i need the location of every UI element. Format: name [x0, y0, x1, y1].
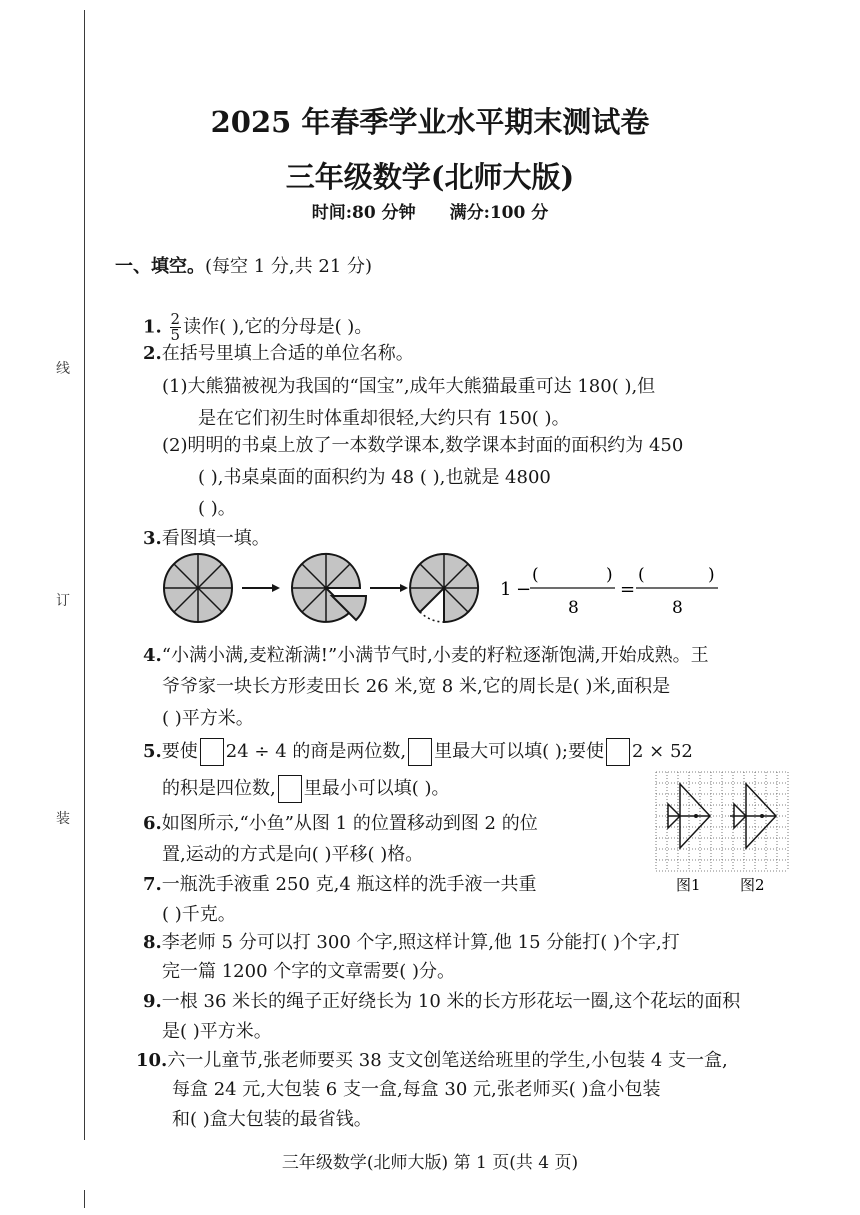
question-9 — [143, 993, 740, 1011]
question-number: 4. — [143, 645, 162, 666]
question-number: 7. — [143, 874, 162, 895]
question-10-line-2: 每盒 24 元,大包装 6 支一盒,每盒 30 元,张老师买( )盒小包装 — [172, 1079, 661, 1100]
arrow-head-icon — [400, 584, 408, 592]
question-text: 六一儿童节,张老师要买 38 支文创笔送给班里的学生,小包装 4 支一盒, — [167, 1050, 728, 1071]
question-5-line-2 — [162, 775, 450, 803]
question-2-part-2-line-3: ( )。 — [198, 498, 236, 519]
question-1 — [143, 312, 372, 343]
question-text: 一瓶洗手液重 250 克,4 瓶这样的洗手液一共重 — [161, 874, 537, 895]
figure-label-1: 图1 — [676, 876, 701, 894]
question-2-part-1-line-2: 是在它们初生时体重却很轻,大约只有 150( )。 — [198, 408, 570, 429]
fraction-circles-figure — [150, 550, 750, 636]
question-4-line-3: ( )平方米。 — [162, 708, 254, 729]
section-note: (每空 1 分,共 21 分) — [205, 256, 373, 277]
exam-time: 时间:80 分钟 — [311, 203, 416, 223]
question-2-part-2-line-1: (2)明明的书桌上放了一本数学课本,数学课本封面的面积约为 450 — [162, 435, 684, 456]
question-text: 李老师 5 分可以打 300 个字,照这样计算,他 15 分能打( )个字,打 — [161, 932, 680, 953]
question-3 — [143, 530, 270, 548]
question-7 — [143, 876, 537, 894]
question-number: 6. — [143, 813, 162, 834]
question-text: 如图所示,“小鱼”从图 1 的位置移动到图 2 的位 — [161, 813, 538, 834]
circle-full — [164, 554, 232, 622]
exam-title: 2025 年春季学业水平期末测试卷 — [210, 105, 650, 139]
fraction-numerator: 2 — [170, 310, 181, 328]
question-number: 8. — [143, 932, 162, 953]
question-7-line-2: ( )千克。 — [162, 904, 236, 925]
equation-minus: − — [516, 579, 532, 600]
equation-denominator: 8 — [568, 598, 579, 618]
question-number: 9. — [143, 991, 162, 1012]
page-footer: 三年级数学(北师大版) 第 1 页(共 4 页) — [281, 1153, 579, 1173]
question-text: “小满小满,麦粒渐满!”小满节气时,小麦的籽粒逐渐饱满,开始成熟。王 — [161, 645, 709, 666]
exam-score: 满分:100 分 — [449, 203, 549, 223]
question-6 — [143, 815, 538, 833]
equation-denominator: 8 — [672, 598, 683, 618]
fraction-denominator: 5 — [170, 326, 181, 344]
binding-char-xian: 线 — [56, 361, 70, 377]
question-2-part-1-line-1: (1)大熊猫被视为我国的“国宝”,成年大熊猫最重可达 180( ),但 — [162, 376, 656, 397]
question-8 — [143, 934, 680, 952]
blank-box[interactable] — [200, 738, 224, 766]
circle-seven-eighths — [410, 554, 478, 622]
section-label: 一、填空。 — [115, 256, 205, 277]
binding-char-zhuang: 装 — [56, 811, 70, 827]
dotted-grid — [656, 772, 788, 871]
question-2-part-2-line-2: ( ),书桌桌面的面积约为 48 ( ),也就是 4800 — [198, 467, 551, 488]
question-6-line-2: 置,运动的方式是向( )平移( )格。 — [162, 844, 424, 865]
blank-box[interactable] — [408, 738, 432, 766]
question-text: 看图填一填。 — [161, 528, 270, 549]
equation-paren-close: ) — [606, 565, 613, 585]
question-9-line-2: 是( )平方米。 — [162, 1021, 272, 1042]
question-number: 1. — [143, 316, 162, 338]
question-5-line-1 — [143, 738, 693, 766]
equation-paren-open: ( — [532, 565, 539, 585]
blank-box[interactable] — [606, 738, 630, 766]
question-text: 要使 — [161, 741, 198, 762]
question-number: 2. — [143, 343, 162, 364]
equation-paren-open: ( — [638, 565, 645, 585]
fish-figure-1 — [668, 784, 710, 848]
question-2 — [143, 345, 414, 363]
circle-slice-removed — [292, 554, 366, 622]
figure-label-2: 图2 — [740, 876, 765, 894]
blank-box[interactable] — [278, 775, 302, 803]
question-number: 3. — [143, 528, 162, 549]
question-10 — [136, 1052, 728, 1070]
question-text: 在括号里填上合适的单位名称。 — [161, 343, 414, 364]
question-text: 读作( ),它的分母是( )。 — [183, 316, 373, 338]
exam-subtitle: 三年级数学(北师大版) — [285, 160, 575, 194]
question-number: 5. — [143, 741, 162, 762]
question-text: 2 × 52 — [631, 741, 693, 762]
fish-grid-figure — [650, 768, 800, 898]
exam-meta — [0, 198, 860, 223]
question-4-line-2: 爷爷家一块长方形麦田长 26 米,宽 8 米,它的周长是( )米,面积是 — [162, 676, 671, 697]
arrow-head-icon — [272, 584, 280, 592]
question-text: 里最大可以填( );要使 — [434, 741, 604, 762]
fish-figure-2 — [730, 784, 776, 848]
question-text: 里最小可以填( )。 — [303, 778, 450, 799]
fraction — [170, 312, 182, 343]
equation-equals: = — [620, 579, 636, 600]
equation-one: 1 — [500, 579, 512, 600]
section-heading — [115, 258, 372, 276]
question-text: 24 ÷ 4 的商是两位数, — [225, 741, 407, 762]
question-8-line-2: 完一篇 1200 个字的文章需要( )分。 — [162, 961, 456, 982]
question-text: 一根 36 米长的绳子正好绕长为 10 米的长方形花坛一圈,这个花坛的面积 — [161, 991, 741, 1012]
binding-line-bottom — [84, 1190, 85, 1208]
binding-char-ding: 订 — [56, 593, 70, 609]
question-text: 的积是四位数, — [162, 778, 276, 799]
question-4 — [143, 647, 709, 665]
question-10-line-3: 和( )盒大包装的最省钱。 — [172, 1109, 372, 1130]
question-number: 10. — [136, 1050, 168, 1071]
equation-paren-close: ) — [708, 565, 715, 585]
